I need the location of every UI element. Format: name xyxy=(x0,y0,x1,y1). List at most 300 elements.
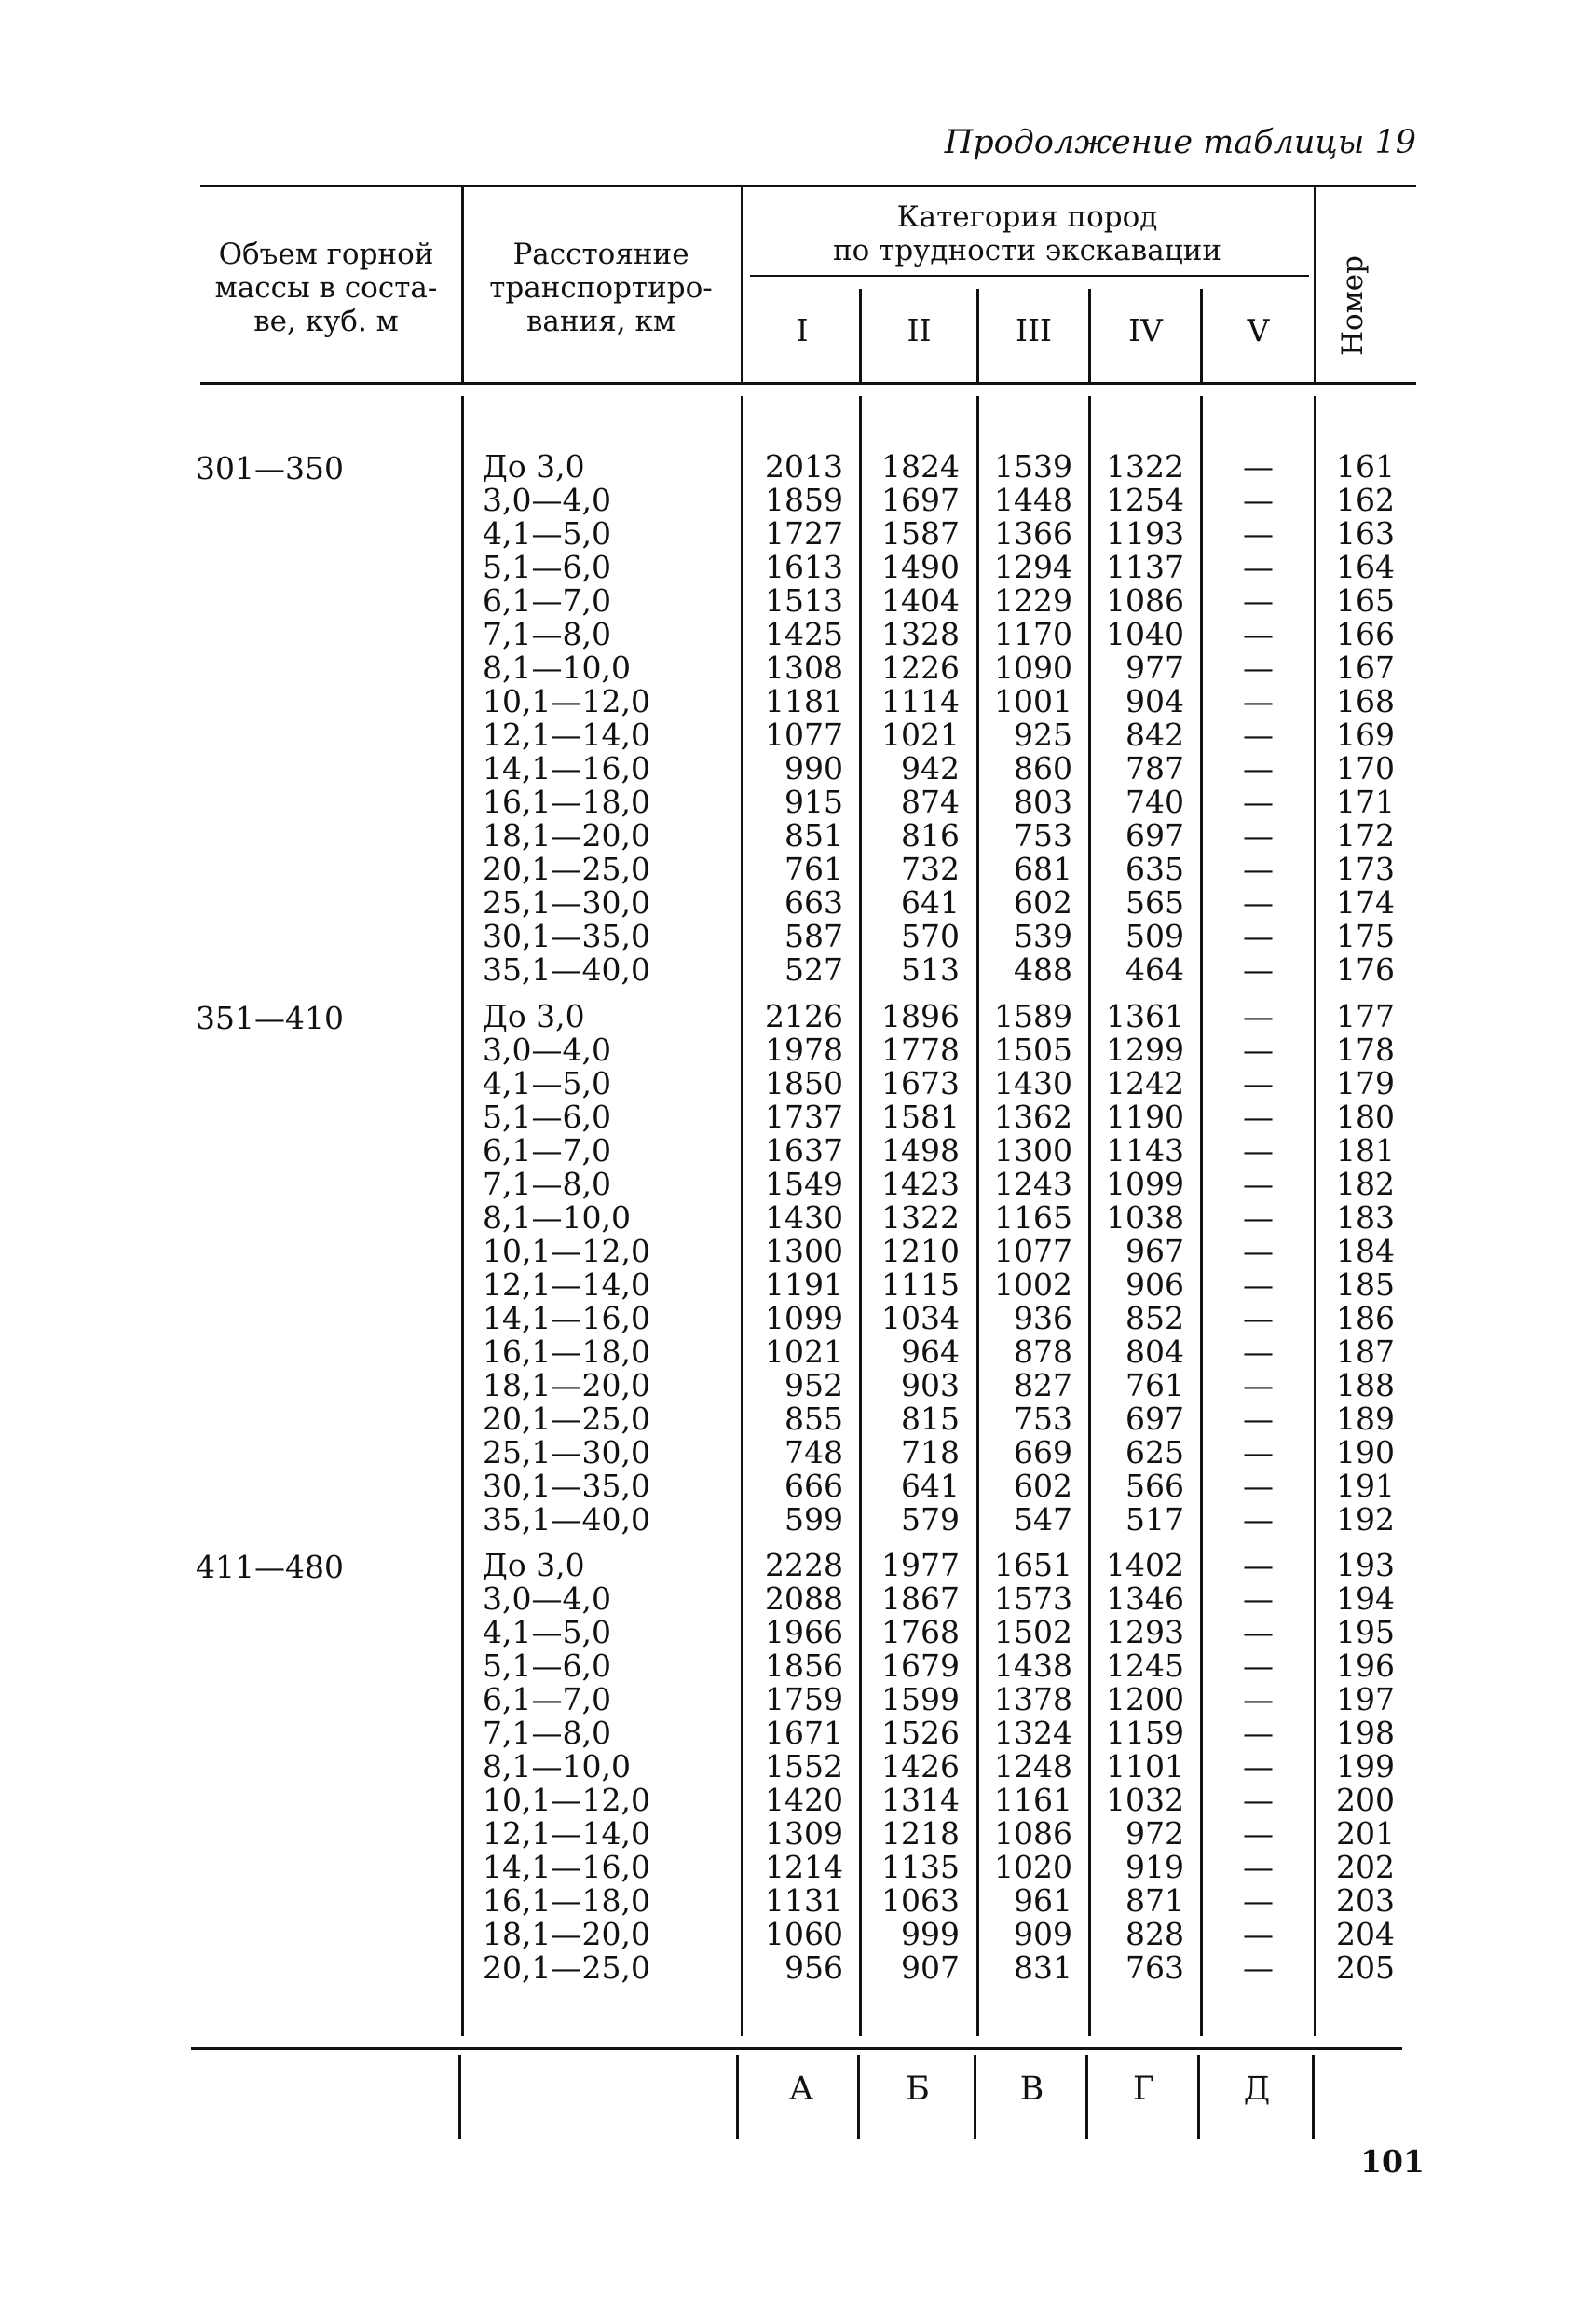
value-cell-category-3: 925 xyxy=(1014,717,1072,753)
row-number-cell: 178 xyxy=(1336,1032,1395,1068)
value-cell-category-1: 1309 xyxy=(765,1815,843,1852)
distance-cell: 7,1—8,0 xyxy=(483,1166,611,1202)
value-cell-category-3: 1243 xyxy=(994,1166,1072,1202)
value-cell-category-2: 1115 xyxy=(881,1266,960,1303)
distance-cell: 30,1—35,0 xyxy=(483,918,650,954)
row-number-cell: 167 xyxy=(1336,650,1395,686)
distance-cell: 16,1—18,0 xyxy=(483,784,650,820)
value-cell-category-3: 1573 xyxy=(994,1580,1072,1617)
value-cell-category-2: 1021 xyxy=(881,717,960,753)
footer-letter-a: А xyxy=(788,2071,814,2108)
footer-divider-1 xyxy=(458,2055,461,2139)
row-number-cell: 197 xyxy=(1336,1681,1395,1717)
distance-cell: 4,1—5,0 xyxy=(483,1614,611,1650)
row-number-cell: 195 xyxy=(1336,1614,1395,1650)
value-cell-category-2: 815 xyxy=(901,1401,960,1437)
distance-cell: 6,1—7,0 xyxy=(483,1681,611,1717)
value-cell-category-5: — xyxy=(1243,1099,1274,1135)
value-cell-category-1: 990 xyxy=(784,750,843,786)
row-number-cell: 161 xyxy=(1336,448,1395,485)
distance-cell: 8,1—10,0 xyxy=(483,650,631,686)
header-distance: Расстояние транспортиро- вания, км xyxy=(489,238,713,338)
value-cell-category-4: 697 xyxy=(1125,1401,1184,1437)
distance-cell: 25,1—30,0 xyxy=(483,1434,650,1470)
value-cell-category-2: 1314 xyxy=(881,1782,960,1818)
value-cell-category-1: 915 xyxy=(784,784,843,820)
value-cell-category-5: — xyxy=(1243,750,1274,786)
value-cell-category-2: 1697 xyxy=(881,482,960,518)
row-number-cell: 194 xyxy=(1336,1580,1395,1617)
value-cell-category-1: 952 xyxy=(784,1367,843,1403)
value-cell-category-4: 1038 xyxy=(1106,1199,1184,1236)
value-cell-category-1: 1637 xyxy=(765,1132,843,1169)
value-cell-category-1: 2013 xyxy=(765,448,843,485)
value-cell-category-2: 1218 xyxy=(881,1815,960,1852)
value-cell-category-5: — xyxy=(1243,683,1274,719)
value-cell-category-3: 1430 xyxy=(994,1065,1072,1101)
value-cell-category-3: 1362 xyxy=(994,1099,1072,1135)
col-divider-volume-distance xyxy=(461,396,464,2036)
value-cell-category-5: — xyxy=(1243,1501,1274,1538)
col-divider-distance-cat1 xyxy=(741,396,743,2036)
row-number-cell: 198 xyxy=(1336,1715,1395,1751)
distance-cell: 14,1—16,0 xyxy=(483,1849,650,1885)
value-cell-category-1: 1131 xyxy=(765,1882,843,1919)
value-cell-category-2: 1114 xyxy=(881,683,960,719)
distance-cell: 7,1—8,0 xyxy=(483,1715,611,1751)
value-cell-category-3: 831 xyxy=(1014,1949,1072,1986)
volume-group-label: 351—410 xyxy=(196,1000,344,1036)
value-cell-category-5: — xyxy=(1243,1199,1274,1236)
header-category-1: I xyxy=(796,312,809,349)
value-cell-category-5: — xyxy=(1243,1132,1274,1169)
distance-cell: 20,1—25,0 xyxy=(483,1401,650,1437)
distance-cell: 16,1—18,0 xyxy=(483,1333,650,1370)
value-cell-category-4: 697 xyxy=(1125,817,1184,854)
value-cell-category-3: 1651 xyxy=(994,1547,1072,1583)
distance-cell: 4,1—5,0 xyxy=(483,1065,611,1101)
footer-letter-g: Г xyxy=(1132,2071,1155,2108)
value-cell-category-1: 2088 xyxy=(765,1580,843,1617)
value-cell-category-1: 1430 xyxy=(765,1199,843,1236)
value-cell-category-4: 1032 xyxy=(1106,1782,1184,1818)
value-cell-category-5: — xyxy=(1243,1032,1274,1068)
col-divider-volume-distance-header xyxy=(461,186,464,382)
value-cell-category-5: — xyxy=(1243,1715,1274,1751)
value-cell-category-2: 1778 xyxy=(881,1032,960,1068)
value-cell-category-3: 1539 xyxy=(994,448,1072,485)
value-cell-category-2: 942 xyxy=(901,750,960,786)
value-cell-category-5: — xyxy=(1243,1300,1274,1336)
value-cell-category-5: — xyxy=(1243,1614,1274,1650)
header-category-group: Категория пород по трудности экскавации xyxy=(832,200,1221,267)
value-cell-category-4: 1190 xyxy=(1106,1099,1184,1135)
row-number-cell: 192 xyxy=(1336,1501,1395,1538)
value-cell-category-5: — xyxy=(1243,998,1274,1034)
value-cell-category-3: 1229 xyxy=(994,582,1072,619)
value-cell-category-3: 1505 xyxy=(994,1032,1072,1068)
value-cell-category-3: 547 xyxy=(1014,1501,1072,1538)
value-cell-category-3: 1324 xyxy=(994,1715,1072,1751)
value-cell-category-3: 1020 xyxy=(994,1849,1072,1885)
value-cell-category-2: 964 xyxy=(901,1333,960,1370)
value-cell-category-1: 1978 xyxy=(765,1032,843,1068)
value-cell-category-1: 1513 xyxy=(765,582,843,619)
value-cell-category-1: 1850 xyxy=(765,1065,843,1101)
row-number-cell: 163 xyxy=(1336,515,1395,552)
header-category-3: III xyxy=(1015,312,1053,349)
value-cell-category-5: — xyxy=(1243,1367,1274,1403)
value-cell-category-4: 1322 xyxy=(1106,448,1184,485)
value-cell-category-4: 1159 xyxy=(1106,1715,1184,1751)
value-cell-category-1: 1671 xyxy=(765,1715,843,1751)
distance-cell: 3,0—4,0 xyxy=(483,1032,611,1068)
row-number-cell: 187 xyxy=(1336,1333,1395,1370)
row-number-cell: 183 xyxy=(1336,1199,1395,1236)
value-cell-category-1: 1759 xyxy=(765,1681,843,1717)
value-cell-category-2: 732 xyxy=(901,851,960,887)
category-header-rule xyxy=(750,275,1309,277)
value-cell-category-2: 1599 xyxy=(881,1681,960,1717)
value-cell-category-4: 1137 xyxy=(1106,549,1184,585)
value-cell-category-5: — xyxy=(1243,851,1274,887)
distance-cell: 10,1—12,0 xyxy=(483,1782,650,1818)
value-cell-category-1: 1613 xyxy=(765,549,843,585)
value-cell-category-4: 1143 xyxy=(1106,1132,1184,1169)
value-cell-category-3: 878 xyxy=(1014,1333,1072,1370)
value-cell-category-3: 909 xyxy=(1014,1916,1072,1952)
value-cell-category-4: 1361 xyxy=(1106,998,1184,1034)
distance-cell: 5,1—6,0 xyxy=(483,549,611,585)
value-cell-category-5: — xyxy=(1243,1916,1274,1952)
value-cell-category-5: — xyxy=(1243,1266,1274,1303)
distance-cell: 20,1—25,0 xyxy=(483,851,650,887)
value-cell-category-1: 2228 xyxy=(765,1547,843,1583)
value-cell-category-5: — xyxy=(1243,1949,1274,1986)
value-cell-category-4: 804 xyxy=(1125,1333,1184,1370)
value-cell-category-4: 1299 xyxy=(1106,1032,1184,1068)
row-number-cell: 196 xyxy=(1336,1648,1395,1684)
header-number: Номер xyxy=(1336,255,1370,357)
row-number-cell: 184 xyxy=(1336,1233,1395,1269)
value-cell-category-3: 753 xyxy=(1014,817,1072,854)
value-cell-category-1: 1181 xyxy=(765,683,843,719)
value-cell-category-4: 906 xyxy=(1125,1266,1184,1303)
value-cell-category-2: 641 xyxy=(901,1468,960,1504)
row-number-cell: 199 xyxy=(1336,1748,1395,1785)
value-cell-category-4: 1099 xyxy=(1106,1166,1184,1202)
value-cell-category-4: 509 xyxy=(1125,918,1184,954)
value-cell-category-3: 1170 xyxy=(994,616,1072,652)
value-cell-category-5: — xyxy=(1243,1166,1274,1202)
value-cell-category-2: 1328 xyxy=(881,616,960,652)
row-number-cell: 182 xyxy=(1336,1166,1395,1202)
value-cell-category-3: 827 xyxy=(1014,1367,1072,1403)
value-cell-category-4: 1193 xyxy=(1106,515,1184,552)
value-cell-category-3: 602 xyxy=(1014,884,1072,921)
value-cell-category-4: 904 xyxy=(1125,683,1184,719)
value-cell-category-1: 1420 xyxy=(765,1782,843,1818)
distance-cell: 14,1—16,0 xyxy=(483,750,650,786)
row-number-cell: 181 xyxy=(1336,1132,1395,1169)
row-number-cell: 166 xyxy=(1336,616,1395,652)
value-cell-category-5: — xyxy=(1243,1468,1274,1504)
value-cell-category-2: 1322 xyxy=(881,1199,960,1236)
distance-cell: 12,1—14,0 xyxy=(483,1266,650,1303)
distance-cell: 10,1—12,0 xyxy=(483,683,650,719)
value-cell-category-1: 855 xyxy=(784,1401,843,1437)
value-cell-category-1: 1191 xyxy=(765,1266,843,1303)
value-cell-category-2: 1673 xyxy=(881,1065,960,1101)
value-cell-category-1: 1549 xyxy=(765,1166,843,1202)
value-cell-category-2: 816 xyxy=(901,817,960,854)
value-cell-category-2: 1426 xyxy=(881,1748,960,1785)
value-cell-category-4: 635 xyxy=(1125,851,1184,887)
value-cell-category-1: 1727 xyxy=(765,515,843,552)
value-cell-category-3: 1165 xyxy=(994,1199,1072,1236)
value-cell-category-1: 1060 xyxy=(765,1916,843,1952)
header-category-5: V xyxy=(1247,312,1270,349)
value-cell-category-4: 1293 xyxy=(1106,1614,1184,1650)
row-number-cell: 162 xyxy=(1336,482,1395,518)
value-cell-category-5: — xyxy=(1243,817,1274,854)
value-cell-category-5: — xyxy=(1243,1782,1274,1818)
value-cell-category-4: 852 xyxy=(1125,1300,1184,1336)
value-cell-category-3: 961 xyxy=(1014,1882,1072,1919)
distance-cell: 3,0—4,0 xyxy=(483,482,611,518)
distance-cell: 18,1—20,0 xyxy=(483,1367,650,1403)
row-number-cell: 205 xyxy=(1336,1949,1395,1986)
footer-divider-2 xyxy=(736,2055,739,2139)
distance-cell: 16,1—18,0 xyxy=(483,1882,650,1919)
col-divider-cat5-number-header xyxy=(1314,186,1316,382)
distance-cell: 8,1—10,0 xyxy=(483,1199,631,1236)
value-cell-category-1: 956 xyxy=(784,1949,843,1986)
distance-cell: До 3,0 xyxy=(483,1547,585,1583)
value-cell-category-5: — xyxy=(1243,1547,1274,1583)
value-cell-category-2: 1034 xyxy=(881,1300,960,1336)
value-cell-category-2: 1498 xyxy=(881,1132,960,1169)
value-cell-category-3: 803 xyxy=(1014,784,1072,820)
value-cell-category-5: — xyxy=(1243,918,1274,954)
row-number-cell: 171 xyxy=(1336,784,1395,820)
value-cell-category-1: 527 xyxy=(784,951,843,988)
row-number-cell: 204 xyxy=(1336,1916,1395,1952)
value-cell-category-2: 1226 xyxy=(881,650,960,686)
value-cell-category-4: 566 xyxy=(1125,1468,1184,1504)
footer-divider-7 xyxy=(1312,2055,1315,2139)
value-cell-category-1: 761 xyxy=(784,851,843,887)
header-bottom-rule xyxy=(200,382,1416,385)
distance-cell: 18,1—20,0 xyxy=(483,1916,650,1952)
value-cell-category-4: 1242 xyxy=(1106,1065,1184,1101)
value-cell-category-5: — xyxy=(1243,1681,1274,1717)
value-cell-category-1: 1021 xyxy=(765,1333,843,1370)
table-bottom-rule xyxy=(191,2047,1402,2050)
value-cell-category-1: 1425 xyxy=(765,616,843,652)
row-number-cell: 173 xyxy=(1336,851,1395,887)
value-cell-category-2: 1581 xyxy=(881,1099,960,1135)
value-cell-category-1: 587 xyxy=(784,918,843,954)
value-cell-category-1: 1214 xyxy=(765,1849,843,1885)
value-cell-category-3: 488 xyxy=(1014,951,1072,988)
value-cell-category-4: 763 xyxy=(1125,1949,1184,1986)
value-cell-category-3: 1502 xyxy=(994,1614,1072,1650)
footer-divider-3 xyxy=(857,2055,860,2139)
value-cell-category-3: 681 xyxy=(1014,851,1072,887)
row-number-cell: 203 xyxy=(1336,1882,1395,1919)
distance-cell: 30,1—35,0 xyxy=(483,1468,650,1504)
value-cell-category-3: 753 xyxy=(1014,1401,1072,1437)
distance-cell: До 3,0 xyxy=(483,998,585,1034)
row-number-cell: 164 xyxy=(1336,549,1395,585)
value-cell-category-1: 663 xyxy=(784,884,843,921)
value-cell-category-2: 1404 xyxy=(881,582,960,619)
value-cell-category-3: 1248 xyxy=(994,1748,1072,1785)
page-number: 101 xyxy=(1360,2143,1425,2180)
value-cell-category-2: 1490 xyxy=(881,549,960,585)
value-cell-category-3: 669 xyxy=(1014,1434,1072,1470)
value-cell-category-4: 1200 xyxy=(1106,1681,1184,1717)
value-cell-category-5: — xyxy=(1243,884,1274,921)
value-cell-category-2: 1977 xyxy=(881,1547,960,1583)
header-category-4: IV xyxy=(1128,312,1163,349)
value-cell-category-1: 1552 xyxy=(765,1748,843,1785)
value-cell-category-3: 1438 xyxy=(994,1648,1072,1684)
footer-divider-6 xyxy=(1197,2055,1200,2139)
value-cell-category-4: 740 xyxy=(1125,784,1184,820)
value-cell-category-1: 1308 xyxy=(765,650,843,686)
row-number-cell: 169 xyxy=(1336,717,1395,753)
value-cell-category-5: — xyxy=(1243,482,1274,518)
value-cell-category-2: 570 xyxy=(901,918,960,954)
volume-group-label: 301—350 xyxy=(196,450,344,486)
distance-cell: 12,1—14,0 xyxy=(483,1815,650,1852)
distance-cell: 6,1—7,0 xyxy=(483,582,611,619)
row-number-cell: 193 xyxy=(1336,1547,1395,1583)
value-cell-category-4: 1402 xyxy=(1106,1547,1184,1583)
row-number-cell: 176 xyxy=(1336,951,1395,988)
value-cell-category-2: 718 xyxy=(901,1434,960,1470)
row-number-cell: 202 xyxy=(1336,1849,1395,1885)
distance-cell: 5,1—6,0 xyxy=(483,1648,611,1684)
value-cell-category-2: 1768 xyxy=(881,1614,960,1650)
value-cell-category-1: 851 xyxy=(784,817,843,854)
value-cell-category-3: 1448 xyxy=(994,482,1072,518)
row-number-cell: 200 xyxy=(1336,1782,1395,1818)
value-cell-category-1: 1856 xyxy=(765,1648,843,1684)
value-cell-category-5: — xyxy=(1243,951,1274,988)
value-cell-category-1: 748 xyxy=(784,1434,843,1470)
value-cell-category-5: — xyxy=(1243,1401,1274,1437)
distance-cell: 7,1—8,0 xyxy=(483,616,611,652)
distance-cell: 35,1—40,0 xyxy=(483,951,650,988)
value-cell-category-3: 1161 xyxy=(994,1782,1072,1818)
value-cell-category-4: 1245 xyxy=(1106,1648,1184,1684)
col-divider-distance-cat1-header xyxy=(741,186,743,382)
value-cell-category-3: 1589 xyxy=(994,998,1072,1034)
distance-cell: 3,0—4,0 xyxy=(483,1580,611,1617)
value-cell-category-5: — xyxy=(1243,1580,1274,1617)
row-number-cell: 191 xyxy=(1336,1468,1395,1504)
footer-divider-5 xyxy=(1085,2055,1088,2139)
value-cell-category-4: 972 xyxy=(1125,1815,1184,1852)
value-cell-category-5: — xyxy=(1243,448,1274,485)
value-cell-category-5: — xyxy=(1243,549,1274,585)
value-cell-category-4: 1086 xyxy=(1106,582,1184,619)
distance-cell: 25,1—30,0 xyxy=(483,884,650,921)
value-cell-category-4: 517 xyxy=(1125,1501,1184,1538)
distance-cell: 8,1—10,0 xyxy=(483,1748,631,1785)
distance-cell: 4,1—5,0 xyxy=(483,515,611,552)
row-number-cell: 180 xyxy=(1336,1099,1395,1135)
value-cell-category-3: 1077 xyxy=(994,1233,1072,1269)
value-cell-category-4: 1254 xyxy=(1106,482,1184,518)
footer-letter-b: Б xyxy=(906,2071,930,2108)
value-cell-category-1: 1099 xyxy=(765,1300,843,1336)
value-cell-category-1: 1737 xyxy=(765,1099,843,1135)
row-number-cell: 179 xyxy=(1336,1065,1395,1101)
value-cell-category-4: 1101 xyxy=(1106,1748,1184,1785)
value-cell-category-2: 1824 xyxy=(881,448,960,485)
value-cell-category-2: 579 xyxy=(901,1501,960,1538)
footer-letter-d: Д xyxy=(1243,2071,1271,2108)
value-cell-category-3: 602 xyxy=(1014,1468,1072,1504)
value-cell-category-2: 1210 xyxy=(881,1233,960,1269)
row-number-cell: 174 xyxy=(1336,884,1395,921)
value-cell-category-1: 666 xyxy=(784,1468,843,1504)
value-cell-category-3: 1378 xyxy=(994,1681,1072,1717)
value-cell-category-2: 907 xyxy=(901,1949,960,1986)
value-cell-category-5: — xyxy=(1243,582,1274,619)
value-cell-category-3: 1001 xyxy=(994,683,1072,719)
value-cell-category-4: 842 xyxy=(1125,717,1184,753)
value-cell-category-5: — xyxy=(1243,1882,1274,1919)
value-cell-category-2: 874 xyxy=(901,784,960,820)
value-cell-category-4: 1040 xyxy=(1106,616,1184,652)
header-volume: Объем горной массы в соста- ве, куб. м xyxy=(214,238,438,338)
distance-cell: 12,1—14,0 xyxy=(483,717,650,753)
value-cell-category-3: 1090 xyxy=(994,650,1072,686)
value-cell-category-5: — xyxy=(1243,1849,1274,1885)
distance-cell: 18,1—20,0 xyxy=(483,817,650,854)
value-cell-category-2: 1423 xyxy=(881,1166,960,1202)
value-cell-category-4: 464 xyxy=(1125,951,1184,988)
row-number-cell: 189 xyxy=(1336,1401,1395,1437)
value-cell-category-5: — xyxy=(1243,616,1274,652)
value-cell-category-3: 936 xyxy=(1014,1300,1072,1336)
distance-cell: 6,1—7,0 xyxy=(483,1132,611,1169)
value-cell-category-5: — xyxy=(1243,1333,1274,1370)
table-continuation-caption: Продолжение таблицы 19 xyxy=(944,124,1416,161)
value-cell-category-3: 860 xyxy=(1014,750,1072,786)
value-cell-category-4: 967 xyxy=(1125,1233,1184,1269)
value-cell-category-3: 1086 xyxy=(994,1815,1072,1852)
row-number-cell: 201 xyxy=(1336,1815,1395,1852)
value-cell-category-1: 1077 xyxy=(765,717,843,753)
value-cell-category-4: 761 xyxy=(1125,1367,1184,1403)
distance-cell: 20,1—25,0 xyxy=(483,1949,650,1986)
value-cell-category-4: 977 xyxy=(1125,650,1184,686)
value-cell-category-5: — xyxy=(1243,515,1274,552)
distance-cell: 5,1—6,0 xyxy=(483,1099,611,1135)
value-cell-category-5: — xyxy=(1243,1815,1274,1852)
value-cell-category-2: 513 xyxy=(901,951,960,988)
distance-cell: 14,1—16,0 xyxy=(483,1300,650,1336)
value-cell-category-1: 1966 xyxy=(765,1614,843,1650)
value-cell-category-5: — xyxy=(1243,717,1274,753)
value-cell-category-5: — xyxy=(1243,1648,1274,1684)
